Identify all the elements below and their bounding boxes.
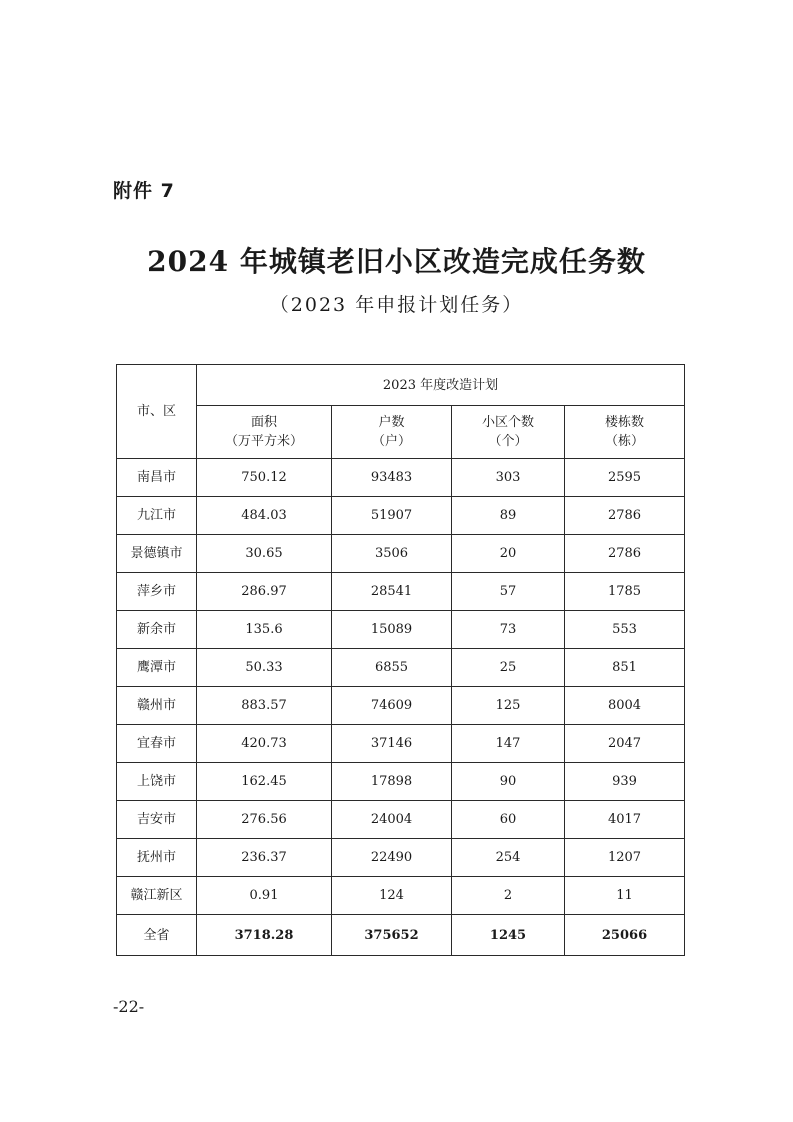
area-cell: 0.91 [197,877,332,915]
area-cell: 883.57 [197,687,332,725]
households-cell: 24004 [332,801,452,839]
buildings-cell: 2047 [565,725,685,763]
communities-cell: 303 [452,459,565,497]
table-row [117,877,685,915]
table-row [117,839,685,877]
attachment-label: 附件 7 [113,180,175,202]
table-row [117,763,685,801]
communities-cell: 25 [452,649,565,687]
area-cell: 750.12 [197,459,332,497]
area-cell: 420.73 [197,725,332,763]
buildings-cell: 1207 [565,839,685,877]
table-row [117,497,685,535]
buildings-cell: 8004 [565,687,685,725]
buildings-cell: 11 [565,877,685,915]
document-title: 2024 年城镇老旧小区改造完成任务数 [147,245,646,278]
households-cell: 6855 [332,649,452,687]
region-cell: 全省 [117,915,197,956]
region-cell: 上饶市 [117,763,197,801]
buildings-cell: 1785 [565,573,685,611]
table-row [117,687,685,725]
table-total-row [117,915,685,956]
households-cell: 3506 [332,535,452,573]
table-row [117,801,685,839]
region-cell: 抚州市 [117,839,197,877]
area-cell: 286.97 [197,573,332,611]
buildings-cell: 2786 [565,497,685,535]
renovation-task-table [116,364,685,956]
column-header-communities: 小区个数 （个） [452,406,565,459]
buildings-cell: 939 [565,763,685,801]
households-cell: 37146 [332,725,452,763]
region-cell: 吉安市 [117,801,197,839]
communities-cell: 125 [452,687,565,725]
buildings-cell: 553 [565,611,685,649]
communities-cell: 60 [452,801,565,839]
column-header-households: 户数 （户） [332,406,452,459]
page-number: -22- [113,997,145,1016]
column-header-buildings: 楼栋数 （栋） [565,406,685,459]
households-cell: 28541 [332,573,452,611]
households-cell: 124 [332,877,452,915]
region-cell: 鹰潭市 [117,649,197,687]
document-subtitle: （2023 年申报计划任务） [269,294,524,316]
region-header: 市、区 [117,365,197,459]
area-cell: 276.56 [197,801,332,839]
communities-cell: 57 [452,573,565,611]
column-header-area: 面积 （万平方米） [197,406,332,459]
communities-cell: 147 [452,725,565,763]
buildings-cell: 851 [565,649,685,687]
buildings-cell: 2595 [565,459,685,497]
households-cell: 93483 [332,459,452,497]
table-row [117,649,685,687]
group-header: 2023 年度改造计划 [197,365,685,406]
households-cell: 15089 [332,611,452,649]
region-cell: 南昌市 [117,459,197,497]
area-cell: 30.65 [197,535,332,573]
communities-cell: 90 [452,763,565,801]
households-cell: 51907 [332,497,452,535]
buildings-cell: 25066 [565,915,685,956]
area-cell: 484.03 [197,497,332,535]
communities-cell: 2 [452,877,565,915]
area-cell: 236.37 [197,839,332,877]
buildings-cell: 2786 [565,535,685,573]
communities-cell: 73 [452,611,565,649]
area-cell: 135.6 [197,611,332,649]
region-cell: 九江市 [117,497,197,535]
region-cell: 景德镇市 [117,535,197,573]
table-row [117,573,685,611]
households-cell: 74609 [332,687,452,725]
table-row [117,611,685,649]
area-cell: 50.33 [197,649,332,687]
communities-cell: 254 [452,839,565,877]
table-row [117,725,685,763]
region-cell: 宜春市 [117,725,197,763]
communities-cell: 20 [452,535,565,573]
area-cell: 3718.28 [197,915,332,956]
communities-cell: 1245 [452,915,565,956]
area-cell: 162.45 [197,763,332,801]
region-cell: 赣州市 [117,687,197,725]
region-cell: 萍乡市 [117,573,197,611]
buildings-cell: 4017 [565,801,685,839]
households-cell: 375652 [332,915,452,956]
table-row [117,535,685,573]
communities-cell: 89 [452,497,565,535]
households-cell: 22490 [332,839,452,877]
region-cell: 赣江新区 [117,877,197,915]
households-cell: 17898 [332,763,452,801]
table-row [117,459,685,497]
region-cell: 新余市 [117,611,197,649]
